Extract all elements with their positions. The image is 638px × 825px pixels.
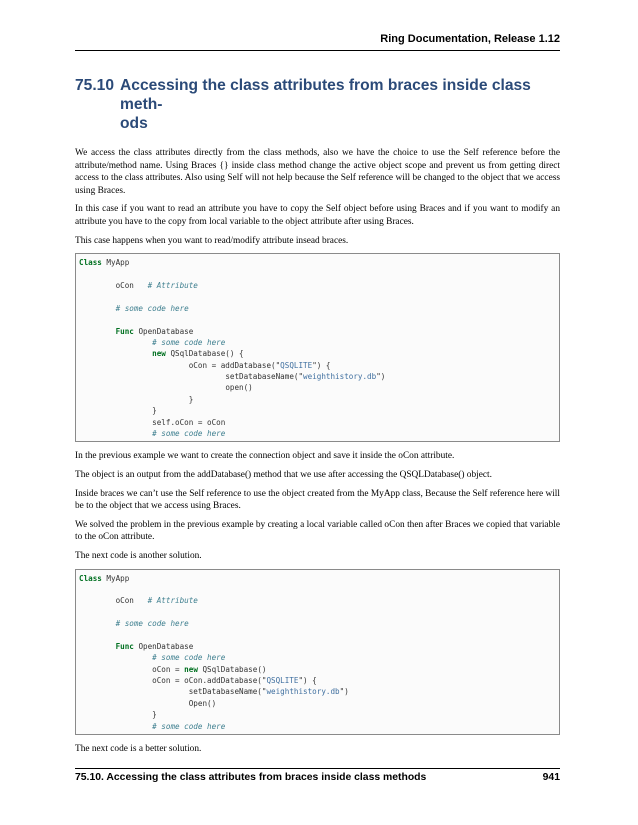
paragraph-case: This case happens when you want to read/modify attribute insead braces. [75, 235, 349, 246]
code-text: OpenDatabase [133, 641, 194, 651]
footer-rule [75, 768, 560, 769]
code-string: QSQLITE [280, 360, 313, 370]
code-text: QSqlDatabase() [197, 664, 267, 674]
paragraph-copy-self: In this case if you want to read an attribute you have to copy the Self object before using Braces and if you want to modify an attribute you have to the copy from local variable to the object attribute after using Braces. [75, 204, 560, 227]
code-text: oCon = oCon.addDatabase(" [152, 676, 267, 686]
code-comment: # some code here [152, 653, 226, 663]
section-title [75, 76, 560, 133]
code-comment: # some code here [115, 619, 189, 629]
section-number: 75.10 [75, 77, 115, 94]
paragraph-inside-braces: Inside braces we can’t use the Self reference to use the object created from the MyApp class, Because the Self reference here will be to the object that we access using Braces. [75, 488, 560, 512]
code-text: } [152, 406, 157, 416]
code-comment: # some code here [152, 429, 226, 439]
code-text: oCon = [152, 664, 185, 674]
code-text: ") [376, 372, 386, 382]
section-title-line-2: ods [120, 115, 148, 132]
code-text: QSqlDatabase() { [165, 349, 244, 359]
paragraph-solved: We solved the problem in the previous example by creating a local variable called oCon then after Braces we copied that variable to the oCon attribute. [75, 519, 560, 543]
code-text: MyApp [101, 258, 130, 268]
code-comment: # some code here [152, 337, 226, 347]
footer-section-ref: 75.10. Accessing the class attributes from braces inside class methods [75, 772, 427, 783]
code-text: } [152, 710, 157, 720]
code-text: OpenDatabase [133, 326, 194, 336]
running-footer [75, 772, 560, 783]
code-comment: # some code here [152, 721, 226, 731]
code-block-2 [75, 569, 560, 735]
code-keyword: new [152, 349, 166, 359]
page-content [75, 76, 560, 762]
code-comment: # some code here [115, 303, 189, 313]
code-block-1 [75, 253, 560, 442]
code-text: Open() [188, 698, 217, 708]
code-text: MyApp [101, 573, 130, 583]
code-keyword: Class [79, 258, 102, 268]
code-text: oCon [115, 596, 134, 606]
code-text: oCon = addDatabase(" [188, 360, 281, 370]
running-header: Ring Documentation, Release 1.12 [380, 33, 560, 45]
code-text: self.oCon = oCon [152, 417, 226, 427]
code-keyword: Func [115, 641, 134, 651]
paragraph-previous-example: In the previous example we want to create the connection object and save it inside the oCon attribute. [75, 451, 455, 462]
header-rule [75, 50, 560, 51]
code-text: ") { [298, 676, 317, 686]
code-keyword: new [184, 664, 198, 674]
code-string: weighthistory.db [266, 687, 340, 697]
code-text: open() [225, 383, 253, 393]
section-title-line-1: Accessing the class attributes from braces inside class meth- [120, 77, 531, 113]
paragraph-another-solution: The next code is another solution. [75, 550, 202, 561]
code-text: ") { [312, 360, 331, 370]
code-keyword: Class [79, 573, 102, 583]
code-comment: # Attribute [147, 280, 198, 290]
code-string: QSQLITE [266, 676, 299, 686]
code-string: weighthistory.db [303, 372, 377, 382]
code-text: ") [339, 687, 349, 697]
paragraph-better-solution: The next code is a better solution. [75, 744, 202, 755]
code-text: setDatabaseName(" [188, 687, 267, 697]
section-title-text [120, 76, 560, 133]
code-keyword: Func [115, 326, 134, 336]
code-text: } [188, 394, 194, 404]
code-text: setDatabaseName(" [225, 372, 304, 382]
code-comment: # Attribute [147, 596, 198, 606]
paragraph-intro: We access the class attributes directly from the class methods, also we have the choice to use the Self reference before the attribute/method name. Using Braces {} inside class method change the active object scope and prevent us from getting direct access to the class attributes. Also using Self will not help because the Self reference will be changed to the object that we access using Braces. [75, 148, 560, 196]
paragraph-output-object: The object is an output from the addDatabase() method that we use after accessing the QSQLDatabase() object. [75, 470, 492, 480]
code-text: oCon [115, 280, 134, 290]
page-number: 941 [542, 772, 560, 783]
